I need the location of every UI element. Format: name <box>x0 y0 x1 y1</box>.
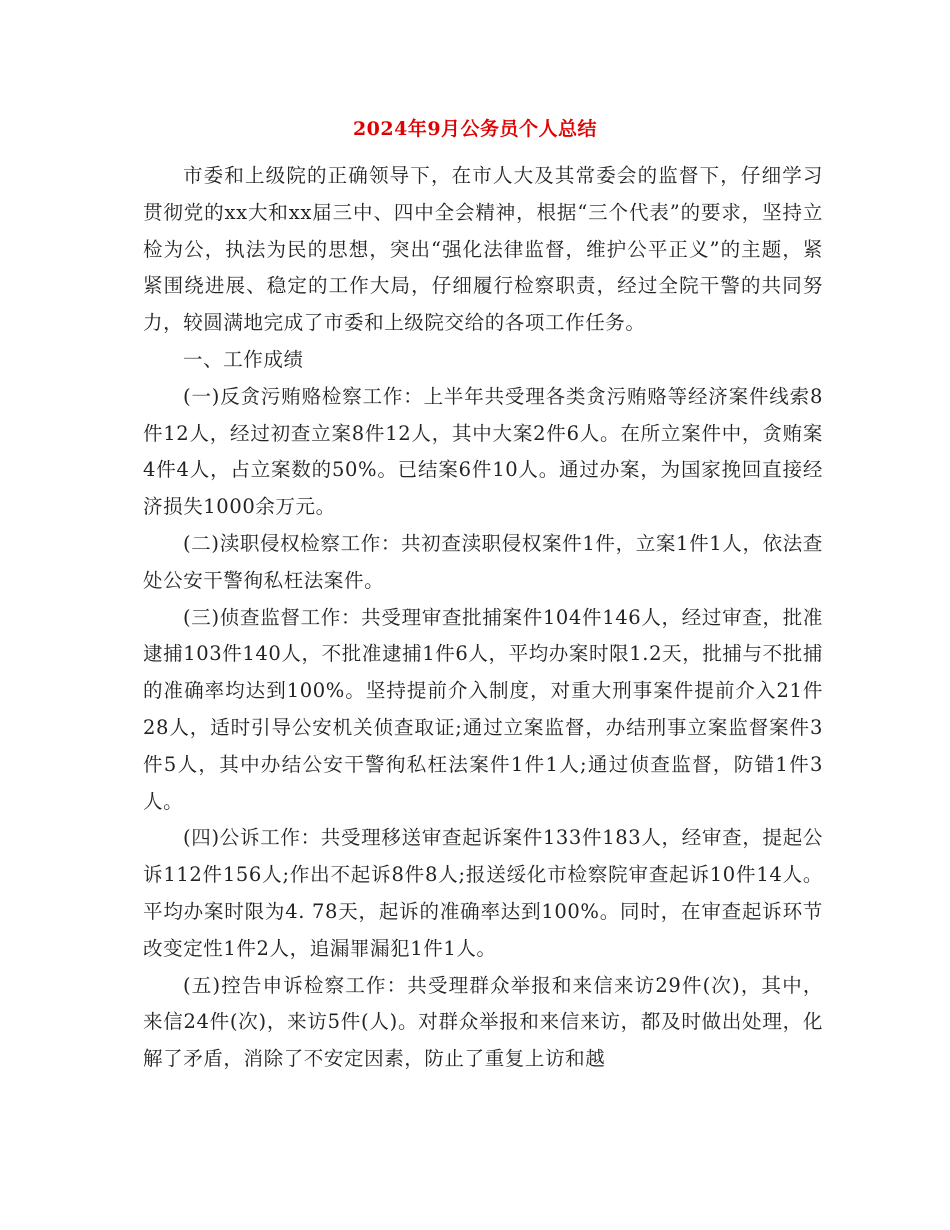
paragraph-dereliction: (二)渎职侵权检察工作：共初查渎职侵权案件1件，立案1件1人，依法查处公安干警徇私枉法案件。 <box>143 531 823 592</box>
section-heading-work-results: 一、工作成绩 <box>183 347 304 371</box>
document-body <box>143 158 823 1078</box>
paragraph-intro: 市委和上级院的正确领导下，在市人大及其常委会的监督下，仔细学习贯彻党的xx大和xx届三中、四中全会精神，根据“三个代表”的要求，坚持立检为公，执法为民的思想，突出“强化法律监督，维护公平正义”的主题，紧紧围绕进展、稳定的工作大局，仔细履行检察职责，经过全院干警的共同努力，较圆满地完成了市委和上级院交给的各项工作任务。 <box>143 164 823 335</box>
paragraph-anti-corruption: (一)反贪污贿赂检察工作：上半年共受理各类贪污贿赂等经济案件线索8件12人，经过初查立案8件12人，其中大案2件6人。在所立案件中，贪贿案4件4人，占立案数的50%。已结案6件10人。通过办案，为国家挽回直接经济损失1000余万元。 <box>143 384 823 519</box>
paragraph-complaints: (五)控告申诉检察工作：共受理群众举报和来信来访29件(次)，其中，来信24件(次)，来访5件(人)。对群众举报和来信来访，都及时做出处理，化解了矛盾，消除了不安定因素，防止了重复上访和越 <box>143 973 823 1071</box>
paragraph-investigation-supervision: (三)侦查监督工作：共受理审查批捕案件104件146人，经过审查，批准逮捕103件140人，不批准逮捕1件6人，平均办案时限1.2天，批捕与不批捕的准确率均达到100%。坚持提前介入制度，对重大刑事案件提前介入21件28人，适时引导公安机关侦查取证;通过立案监督，办结刑事立案监督案件3件5人，其中办结公安干警徇私枉法案件1件1人;通过侦查监督，防错1件3人。 <box>143 605 823 813</box>
paragraph-prosecution: (四)公诉工作：共受理移送审查起诉案件133件183人，经审查，提起公诉112件156人;作出不起诉8件8人;报送绥化市检察院审查起诉10件14人。平均办案时限为4. 78天，起诉的准确率达到100%。同时，在审查起诉环节改变定性1件2人，追漏罪漏犯1件1人。 <box>143 826 823 960</box>
document-title: 2024年9月公务员个人总结 <box>352 118 598 140</box>
